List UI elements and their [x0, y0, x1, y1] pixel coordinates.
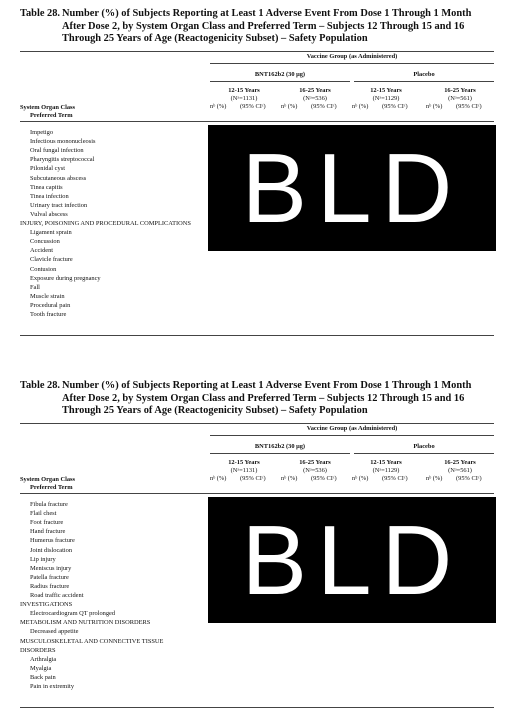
table-rule-bottom: [20, 707, 494, 708]
table-panel-1: [0, 0, 516, 340]
column-n-header: (Nᵃ=561): [448, 95, 472, 102]
table-panel-2: [0, 372, 516, 715]
group-placebo: Placebo: [413, 71, 435, 78]
preferred-term-row: Arthralgia: [30, 655, 57, 663]
vaccine-group-rule: [210, 435, 494, 436]
column-n-percent-header: nᵇ (%): [281, 475, 298, 482]
preferred-term-row: Contusion: [30, 265, 57, 273]
preferred-term-row: Decreased appetite: [30, 628, 79, 636]
column-ci-header: (95% CIᶜ): [456, 103, 482, 110]
column-ci-header: (95% CIᶜ): [311, 103, 337, 110]
group-bnt-rule: [210, 81, 350, 82]
system-organ-class-row: METABOLISM AND NUTRITION DISORDERS: [20, 619, 151, 627]
preferred-term-row: Pilonidal cyst: [30, 165, 65, 173]
preferred-term-row: Tooth fracture: [30, 311, 67, 318]
preferred-term-label: Preferred Term: [30, 112, 73, 119]
header-rule-top: [20, 423, 494, 424]
column-n-percent-header: nᵇ (%): [210, 475, 227, 482]
group-bnt162b2: BNT162b2 (30 μg): [254, 71, 306, 78]
column-age-header: 12-15 Years: [370, 87, 402, 94]
preferred-term-row: Hand fracture: [30, 528, 66, 536]
preferred-term-row: Ligament sprain: [30, 229, 72, 237]
column-n-percent-header: nᵇ (%): [352, 103, 369, 110]
preferred-term-row: Pharyngitis streptococcal: [30, 156, 95, 164]
preferred-term-row: Vulval abscess: [30, 210, 68, 218]
column-age-header: 16-25 Years: [444, 87, 476, 94]
redaction-block: BLD: [208, 497, 496, 623]
column-n-header: (Nᵃ=1129): [372, 95, 400, 102]
preferred-term-row: Procedural pain: [30, 301, 71, 309]
column-age-header: 12-15 Years: [228, 459, 260, 466]
group-placebo: Placebo: [413, 443, 435, 450]
preferred-term-row: Infectious mononucleosis: [30, 138, 96, 146]
redaction-block: BLD: [208, 125, 496, 251]
preferred-term-row: Joint dislocation: [30, 546, 73, 554]
system-organ-class-row: MUSCULOSKELETAL AND CONNECTIVE TISSUE: [20, 637, 164, 645]
preferred-term-row: Road traffic accident: [30, 592, 84, 599]
preferred-term-row: Accident: [30, 247, 54, 255]
column-age-header: 12-15 Years: [228, 87, 260, 94]
column-ci-header: (95% CIᶜ): [382, 475, 408, 482]
preferred-term-row: Patella fracture: [30, 573, 69, 581]
preferred-term-row: Meniscus injury: [30, 564, 72, 572]
system-organ-class-row: DISORDERS: [20, 646, 56, 654]
preferred-term-row: Clavicle fracture: [30, 256, 73, 264]
column-age-header: 16-25 Years: [444, 459, 476, 466]
header-rule-bottom: [20, 493, 494, 494]
system-organ-class-label: System Organ Class: [20, 104, 76, 111]
table-number: Table 28.: [20, 8, 61, 19]
column-n-percent-header: nᵇ (%): [281, 103, 298, 110]
preferred-term-row: Concussion: [30, 238, 60, 246]
preferred-term-row: Exposure during pregnancy: [30, 274, 101, 282]
group-bnt162b2: BNT162b2 (30 μg): [254, 443, 306, 450]
header-rule-bottom: [20, 121, 494, 122]
preferred-term-row: Tinea infection: [30, 192, 69, 200]
preferred-term-row: Muscle strain: [30, 292, 65, 300]
preferred-term-row: Oral fungal infection: [30, 147, 84, 155]
system-organ-class-row: INJURY, POISONING AND PROCEDURAL COMPLICATIONS: [20, 220, 191, 227]
table-number: Table 28.: [20, 380, 61, 391]
column-ci-header: (95% CIᶜ): [311, 475, 337, 482]
column-n-header: (Nᵃ=561): [448, 467, 472, 474]
system-organ-class-label: System Organ Class: [20, 476, 76, 483]
preferred-term-row: Myalgia: [30, 664, 52, 672]
column-ci-header: (95% CIᶜ): [240, 103, 266, 110]
table-title: Number (%) of Subjects Reporting at Least 1 Adverse Event From Dose 1 Through 1 Month After Dose 2, by System Organ Class and Preferred Term – Subjects 12 Through 15 and 16 Through 25 Years of Age (Reactogenicity Subset) – Safety Population: [62, 380, 472, 416]
column-n-header: (Nᵃ=1129): [372, 467, 400, 474]
column-n-percent-header: nᵇ (%): [426, 475, 443, 482]
group-placebo-rule: [354, 81, 494, 82]
column-ci-header: (95% CIᶜ): [240, 475, 266, 482]
preferred-term-row: Tinea capitis: [30, 183, 63, 191]
preferred-term-label: Preferred Term: [30, 484, 73, 491]
preferred-term-row: Electrocardiogram QT prolonged: [30, 610, 116, 618]
vaccine-group-rule: [210, 63, 494, 64]
preferred-term-row: Fibula fracture: [30, 501, 68, 508]
header-rule-top: [20, 51, 494, 52]
column-age-header: 16-25 Years: [299, 459, 331, 466]
column-age-header: 16-25 Years: [299, 87, 331, 94]
group-bnt-rule: [210, 453, 350, 454]
preferred-term-row: Flail chest: [30, 510, 57, 518]
vaccine-group-label: Vaccine Group (as Administered): [306, 425, 398, 432]
table-rule-bottom: [20, 335, 494, 336]
column-ci-header: (95% CIᶜ): [456, 475, 482, 482]
preferred-term-row: Radius fracture: [30, 582, 70, 590]
system-organ-class-row: INVESTIGATIONS: [20, 601, 73, 609]
table-title: Number (%) of Subjects Reporting at Least 1 Adverse Event From Dose 1 Through 1 Month After Dose 2, by System Organ Class and Preferred Term – Subjects 12 Through 15 and 16 Through 25 Years of Age (Reactogenicity Subset) – Safety Population: [62, 8, 472, 44]
preferred-term-row: Pain in extremity: [30, 683, 75, 690]
column-ci-header: (95% CIᶜ): [382, 103, 408, 110]
preferred-term-row: Humerus fracture: [30, 537, 75, 545]
preferred-term-row: Foot fracture: [30, 519, 64, 527]
column-n-percent-header: nᵇ (%): [352, 475, 369, 482]
column-n-header: (Nᵃ=536): [303, 467, 327, 474]
preferred-term-row: Lip injury: [30, 555, 56, 563]
column-n-header: (Nᵃ=536): [303, 95, 327, 102]
group-placebo-rule: [354, 453, 494, 454]
column-n-percent-header: nᵇ (%): [426, 103, 443, 110]
preferred-term-row: Impetigo: [30, 129, 54, 136]
preferred-term-row: Back pain: [30, 673, 56, 681]
vaccine-group-label: Vaccine Group (as Administered): [306, 53, 398, 60]
column-n-percent-header: nᵇ (%): [210, 103, 227, 110]
preferred-term-row: Urinary tract infection: [30, 201, 88, 209]
preferred-term-row: Fall: [30, 283, 40, 291]
preferred-term-row: Subcutaneous abscess: [30, 174, 87, 182]
column-age-header: 12-15 Years: [370, 459, 402, 466]
column-n-header: (Nᵃ=1131): [230, 95, 258, 102]
column-n-header: (Nᵃ=1131): [230, 467, 258, 474]
